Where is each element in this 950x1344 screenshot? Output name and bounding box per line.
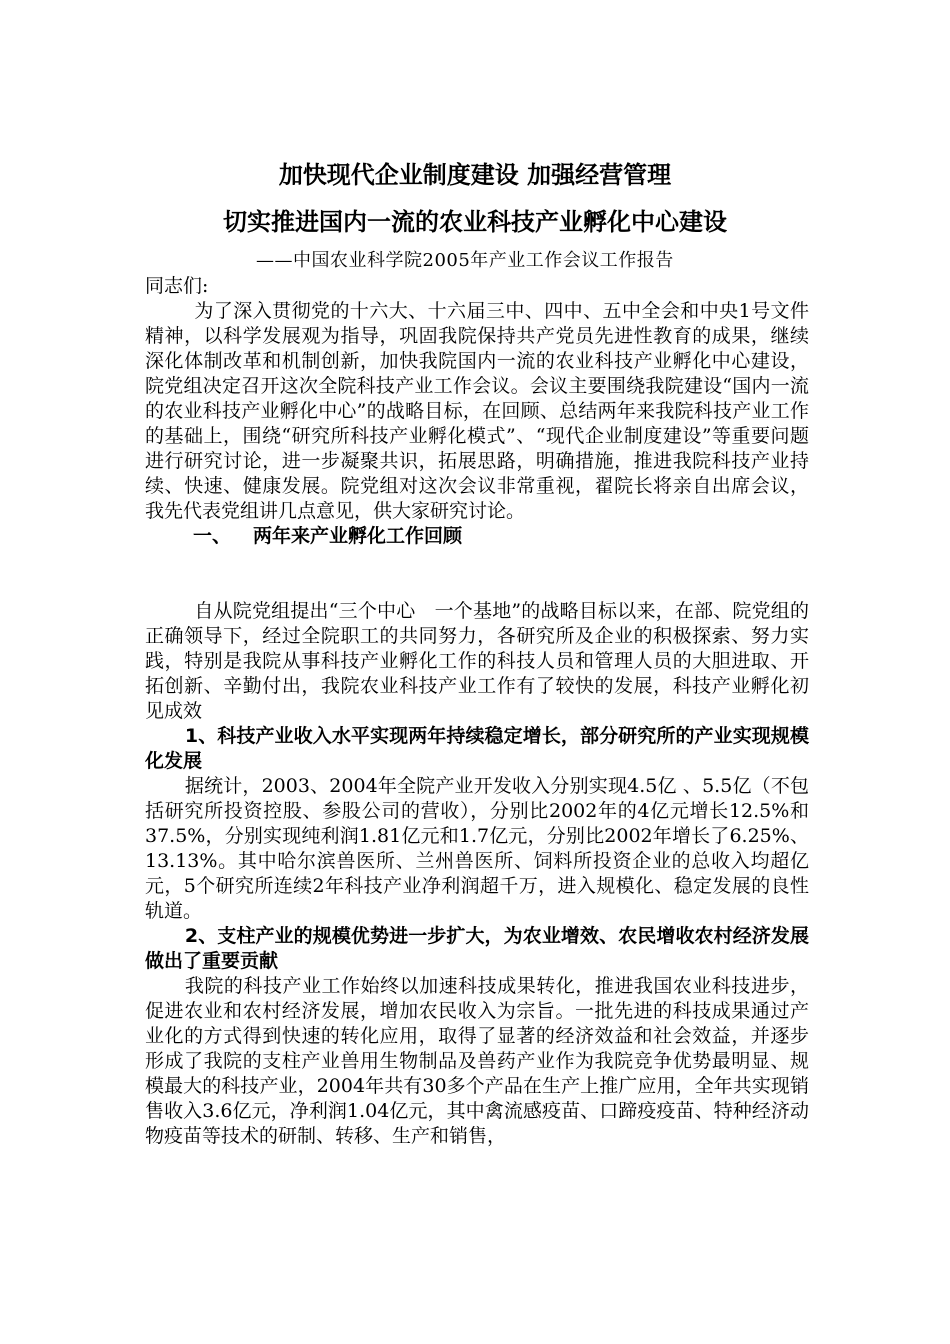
section-1-paragraph: 自从院党组提出“三个中心 一个基地”的战略目标以来，在部、院党组的正确领导下，经过全院职工的共同努力，各研究所及企业的积极探索、努力实践，特别是我院从事科技产业孵化工作的科技人员和管理人员的大胆进取、开拓创新、辛勤付出，我院农业科技产业工作有了较快的发展，科技产业孵化初见成效 (145, 600, 809, 722)
document-body (145, 274, 809, 1149)
subsection-1-paragraph: 据统计，2003、2004年全院产业开发收入分别实现4.5亿 、5.5亿（不包括研究所投资控股、参股公司的营收），分别比2002年的4亿元增长12.5%和37.5%，分别实现纯利润1.81亿元和1.7亿元，分别比2002年增长了6.25%、13.13%。其中哈尔滨兽医所、兰州兽医所、饲料所投资企业的总收入均超亿元，5个研究所连续2年科技产业净利润超千万，进入规模化、稳定发展的良性轨道。 (145, 775, 809, 922)
subsection-2-heading: 2、支柱产业的规模优势进一步扩大，为农业增效、农民增收农村经济发展做出了重要贡献 (145, 925, 809, 972)
document-title-line-1: 加快现代企业制度建设 加强经营管理 (278, 161, 672, 189)
section-gap (145, 549, 809, 599)
document-title-line-2: 切实推进国内一流的农业科技产业孵化中心建设 (223, 208, 727, 236)
section-1-heading (145, 524, 809, 549)
section-1-heading-text: 两年来产业孵化工作回顾 (253, 525, 463, 547)
salutation: 同志们: (145, 275, 209, 297)
subsection-2-paragraph: 我院的科技产业工作始终以加速科技成果转化，推进我国农业科技进步，促进农业和农村经济发展，增加农民收入为宗旨。一批先进的科技成果通过产业化的方式得到快速的转化应用，取得了显著的经济效益和社会效益，并逐步形成了我院的支柱产业兽用生物制品及兽药产业作为我院竞争优势最明显、规模最大的科技产业，2004年共有30多个产品在生产上推广应用，全年共实现销售收入3.6亿元，净利润1.04亿元，其中禽流感疫苗、口蹄疫疫苗、特种经济动物疫苗等技术的研制、转移、生产和销售， (145, 975, 809, 1147)
section-1-number: 一、 (193, 525, 232, 547)
intro-paragraph: 为了深入贯彻党的十六大、十六届三中、四中、五中全会和中央1号文件精神，以科学发展观为指导，巩固我院保持共产党员先进性教育的成果，继续深化体制改革和机制创新，加快我院国内一流的农业科技产业孵化中心建设，院党组决定召开这次全院科技产业工作会议。会议主要围绕我院建设“国内一流的农业科技产业孵化中心”的战略目标，在回顾、总结两年来我院科技产业工作的基础上，围绕“研究所科技产业孵化模式”、“现代企业制度建设”等重要问题进行研究讨论，进一步凝聚共识，拓展思路，明确措施，推进我院科技产业持续、快速、健康发展。院党组对这次会议非常重视，翟院长将亲自出席会议，我先代表党组讲几点意见，供大家研究讨论。 (145, 300, 809, 522)
subsection-1-heading: 1、科技产业收入水平实现两年持续稳定增长，部分研究所的产业实现规模化发展 (145, 725, 809, 772)
document-subtitle: ——中国农业科学院2005年产业工作会议工作报告 (256, 250, 674, 271)
